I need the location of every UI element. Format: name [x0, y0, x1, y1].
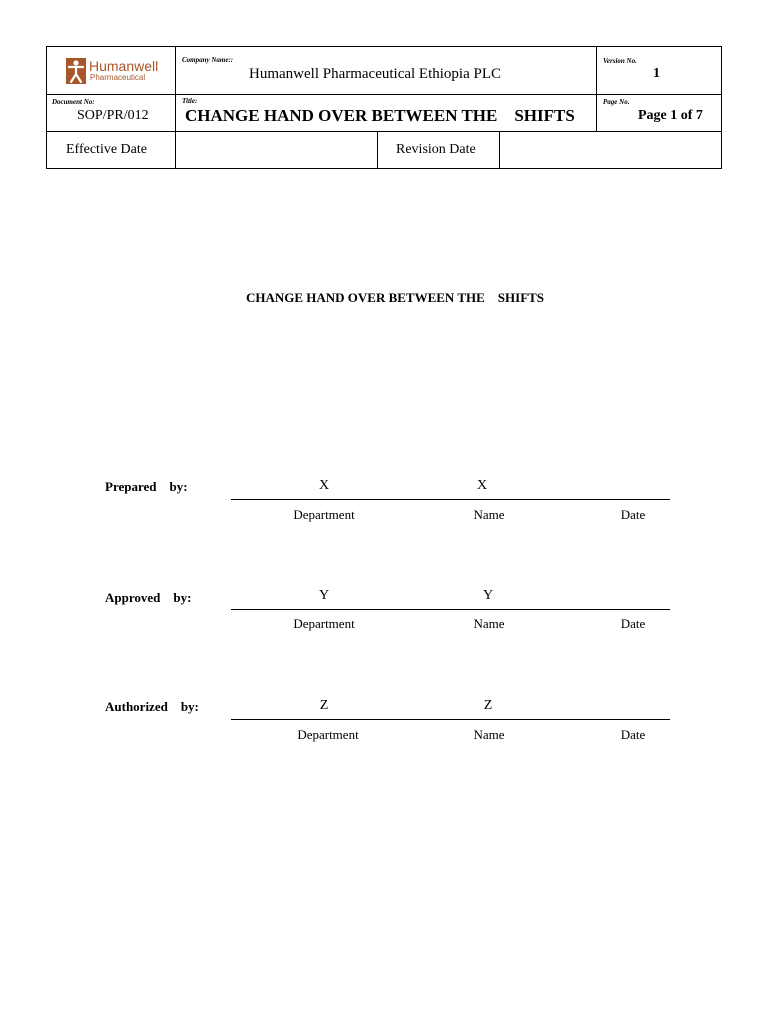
company-name-label: Company Name:: [182, 56, 234, 64]
document-title: CHANGE HAND OVER BETWEEN THE SHIFTS [245, 290, 545, 305]
prepared-signature-line [231, 499, 670, 500]
prepared-department-caption: Department [293, 507, 355, 522]
table-border-left [46, 46, 47, 169]
approved-name: Y [482, 588, 494, 603]
company-logo [66, 57, 158, 87]
table-col-divider [175, 46, 176, 169]
approved-department: Y [318, 588, 330, 603]
authorized-name-caption: Name [473, 727, 505, 742]
logo-name: Humanwell [89, 58, 159, 74]
person-logo-icon [66, 58, 86, 84]
approved-date-caption: Date [620, 616, 646, 631]
table-row-divider [46, 131, 722, 132]
table-col-divider [377, 131, 378, 169]
authorized-department-caption: Department [297, 727, 359, 742]
authorized-date-caption: Date [620, 727, 646, 742]
version-value: 1 [653, 66, 660, 81]
company-name: Humanwell Pharmaceutical Ethiopia PLC [249, 66, 502, 82]
prepared-name: X [476, 478, 488, 493]
effective-date-label: Effective Date [66, 142, 147, 157]
table-border-top [46, 46, 722, 47]
page-number: Page 1 of 7 [638, 108, 703, 123]
authorized-name: Z [483, 698, 493, 713]
logo-subtitle: Pharmaceutical [90, 73, 146, 82]
table-border-bottom [46, 168, 722, 169]
title-label: Title: [182, 97, 198, 105]
table-row-divider [46, 94, 722, 95]
authorized-signature-line [231, 719, 670, 720]
page-number-label: Page No. [603, 98, 630, 106]
approved-department-caption: Department [293, 616, 355, 631]
revision-date-label: Revision Date [396, 142, 476, 157]
document-number: SOP/PR/012 [77, 108, 149, 123]
version-label: Version No. [603, 57, 637, 65]
approved-signature-line [231, 609, 670, 610]
table-col-divider [596, 46, 597, 132]
document-number-label: Document No: [52, 98, 95, 106]
authorized-by-label: Authorized by: [105, 699, 199, 714]
approved-name-caption: Name [473, 616, 505, 631]
prepared-date-caption: Date [620, 507, 646, 522]
prepared-department: X [318, 478, 330, 493]
approved-by-label: Approved by: [105, 590, 192, 605]
table-col-divider [499, 131, 500, 169]
table-border-right [721, 46, 722, 169]
authorized-department: Z [319, 698, 329, 713]
prepared-name-caption: Name [473, 507, 505, 522]
prepared-by-label: Prepared by: [105, 479, 188, 494]
header-title: CHANGE HAND OVER BETWEEN THE SHIFTS [185, 106, 575, 125]
